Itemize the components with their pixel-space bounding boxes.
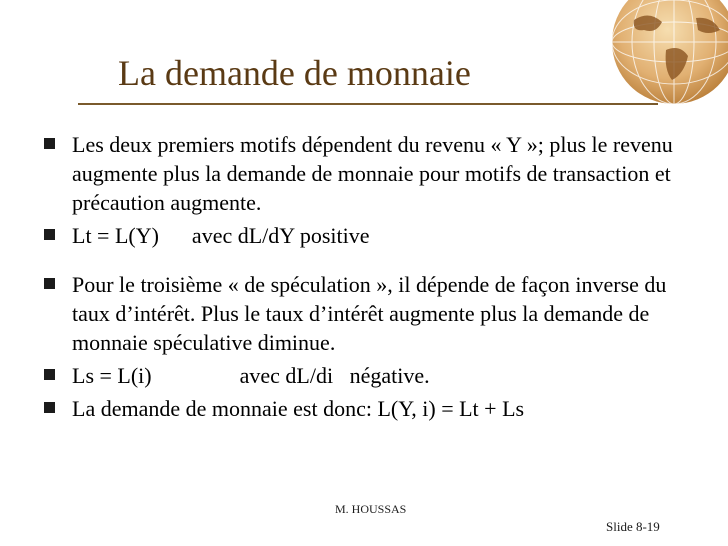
slide-title: La demande de monnaie	[118, 53, 471, 93]
square-bullet-icon	[44, 369, 55, 380]
globe-icon	[604, 0, 728, 108]
title-divider	[78, 103, 658, 105]
footer-author: M. HOUSSAS	[335, 502, 407, 516]
list-item	[44, 394, 684, 423]
bullet-text: Lt = L(Y) avec dL/dY positive	[72, 223, 370, 248]
bullet-list	[44, 130, 684, 427]
list-item	[44, 270, 684, 357]
square-bullet-icon	[44, 229, 55, 240]
list-item	[44, 361, 684, 390]
bullet-text: La demande de monnaie est donc: L(Y, i) = Lt + Ls	[72, 396, 525, 421]
list-item	[44, 221, 684, 250]
bullet-text: Ls = L(i) avec dL/di négative.	[72, 363, 430, 388]
square-bullet-icon	[44, 402, 55, 413]
bullet-text: Les deux premiers motifs dépendent du revenu « Y »; plus le revenu augmente plus la demande de monnaie pour motifs de transaction et précaution augmente.	[72, 132, 673, 215]
bullet-text: Pour le troisième « de spéculation », il dépende de façon inverse du taux d’intérêt. Plus le taux d’intérêt augmente plus la demande de monnaie spéculative diminue.	[72, 272, 667, 355]
square-bullet-icon	[44, 138, 55, 149]
slide-number: Slide 8-19	[606, 519, 660, 534]
list-item	[44, 130, 684, 217]
square-bullet-icon	[44, 278, 55, 289]
